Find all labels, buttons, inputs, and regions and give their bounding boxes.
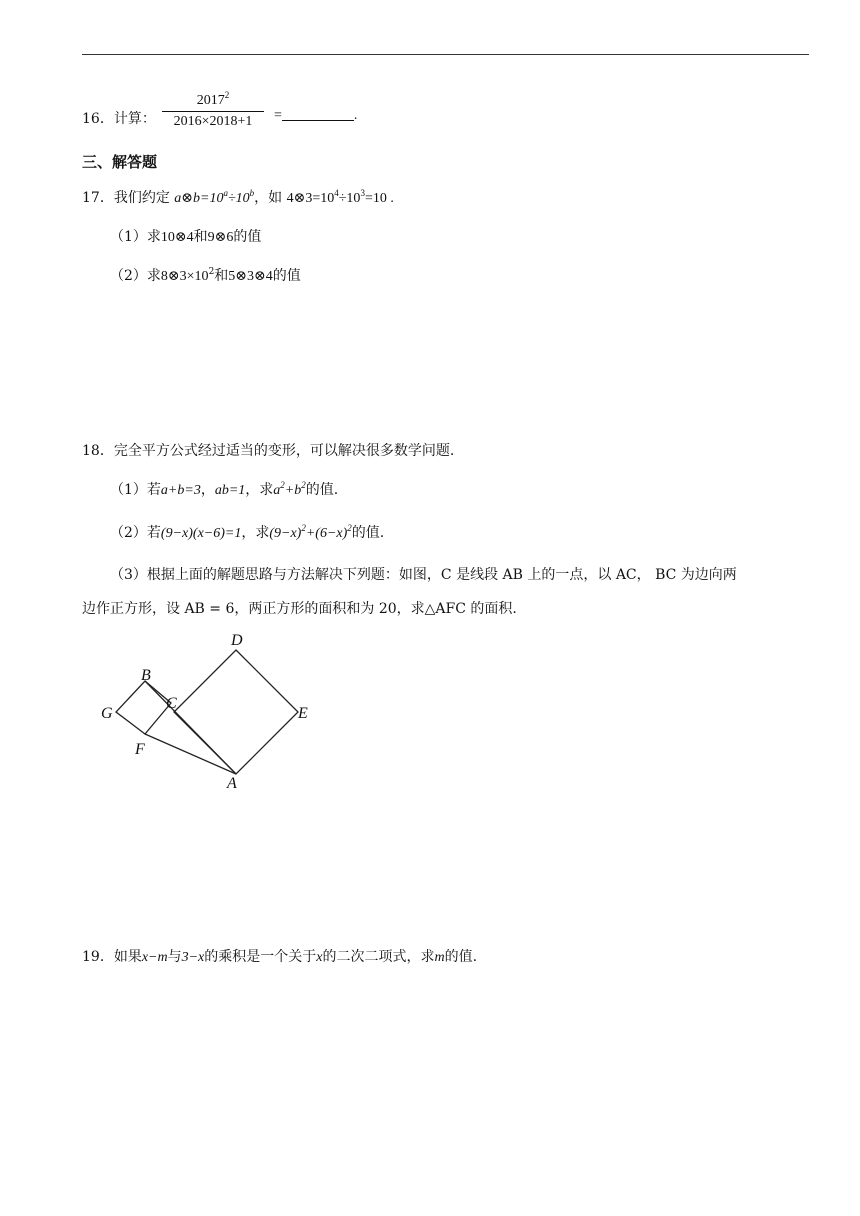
q17-definition: $a\otimes b=10^a\div 10^b$ — [174, 188, 255, 206]
section-title: 三、解答题 — [82, 153, 158, 171]
label-G: G — [101, 705, 113, 722]
q18-stem: 18．完全平方公式经过适当的变形，可以解决很多数学问题. — [82, 443, 455, 459]
label-A: A — [227, 775, 237, 792]
q16-fraction — [162, 90, 264, 130]
q18-part3-line2: 边作正方形，设 AB = 6，两正方形的面积和为 20，求△AFC 的面积. — [82, 601, 517, 617]
q16-label — [82, 108, 156, 128]
label-F: F — [135, 741, 145, 758]
header-rule — [82, 54, 809, 55]
small-square — [116, 681, 171, 734]
q17-part1: （1）求10⊗4和9⊗6的值 — [110, 229, 262, 245]
label-D: D — [231, 632, 243, 649]
geometry-figure — [90, 628, 330, 798]
q16-answer: = . — [274, 108, 358, 123]
q16-number: 16． — [82, 111, 114, 127]
q18-part1: （1）若a+b=3，ab=1，求$a^2+b^2$的值. — [110, 480, 339, 498]
label-B: B — [141, 667, 151, 684]
q16-prompt: 计算： — [113, 111, 156, 127]
label-C: C — [166, 695, 177, 712]
q17-example: $4\otimes 3=10^4\div 10^3=10$ . — [286, 188, 394, 206]
answer-blank[interactable] — [282, 108, 354, 121]
q17-part2: （2）求$8\otimes 3\times 10^2$和5⊗3⊗4的值 — [110, 267, 301, 284]
q17-stem: 17．我们约定 $a\otimes b=10^a\div 10^b$，如 $4\otimes 3=10^4\div 10^3=10$ . — [82, 188, 394, 206]
segment-FA — [145, 734, 236, 774]
q19-stem: 19．如果x−m与3−x的乘积是一个关于x的二次二项式，求m的值. — [82, 949, 478, 965]
label-E: E — [298, 705, 308, 722]
q18-part2: （2）若(9−x)(x−6)=1，求$(9-x)^2+(6-x)^2$的值. — [110, 523, 385, 541]
q18-part3-line1: （3）根据上面的解题思路与方法解决下列题：如图，C 是线段 AB 上的一点，以 AC， BC 为边向两 — [110, 567, 737, 583]
q16-denominator: 2016×2018+1 — [173, 114, 253, 129]
q16-numerator: 2017$^2$ — [196, 90, 230, 108]
